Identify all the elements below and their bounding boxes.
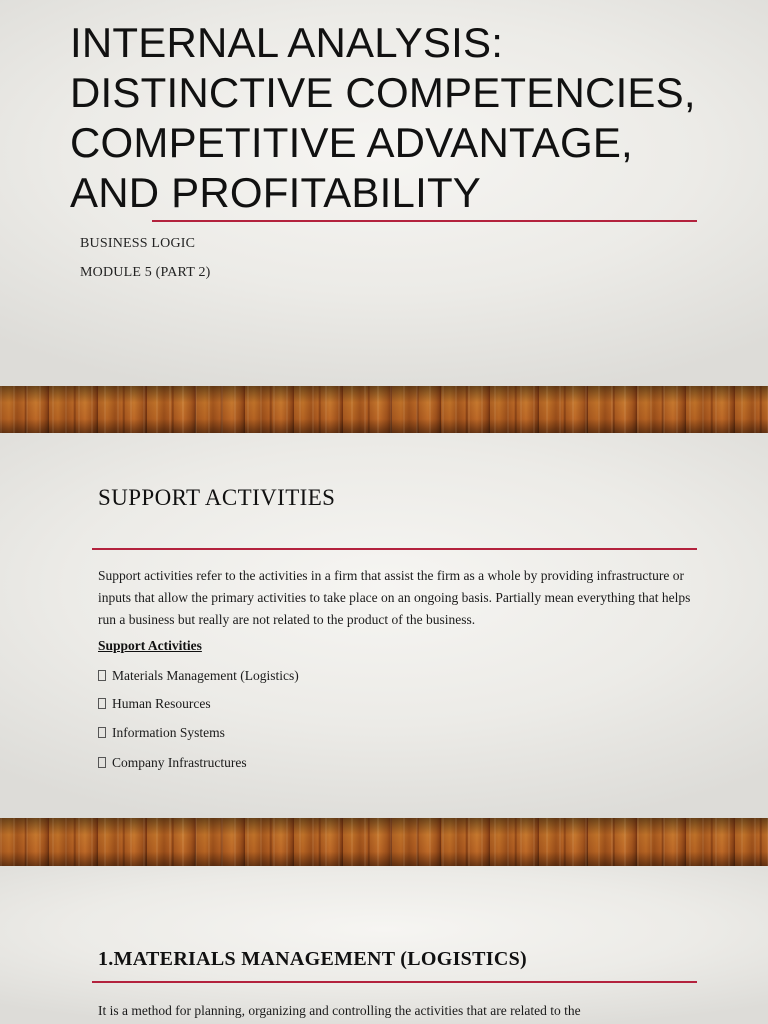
title-line: COMPETITIVE ADVANTAGE, <box>70 119 633 166</box>
heading-divider <box>92 548 697 550</box>
list-title: Support Activities <box>98 638 202 653</box>
list-item <box>98 725 225 741</box>
slide-title <box>0 0 768 386</box>
list-item-label: Human Resources <box>112 696 211 711</box>
list-item-label: Information Systems <box>112 725 225 740</box>
slide-paragraph: Support activities refer to the activities in a firm that assist the firm as a whole by providing infrastructure or inputs that allow the primary activities to take place on an ongoing basis. Partially mean everything that helps run a business but really are not related to the product of the business. <box>98 568 691 627</box>
slide-title-heading <box>70 18 760 218</box>
missing-glyph-icon <box>98 670 106 681</box>
list-item <box>98 696 211 712</box>
slide-materials-management <box>0 866 768 1024</box>
list-item-label: Company Infrastructures <box>112 755 247 770</box>
subtitle-course: BUSINESS LOGIC <box>80 236 196 251</box>
title-divider <box>152 220 697 222</box>
list-item <box>98 755 247 771</box>
slide-support-activities <box>0 433 768 818</box>
title-line: AND PROFITABILITY <box>70 169 482 216</box>
list-item <box>98 668 299 684</box>
slide-paragraph: It is a method for planning, organizing and controlling the activities that are related to the <box>98 1003 581 1018</box>
slide-heading: SUPPORT ACTIVITIES <box>98 485 336 510</box>
missing-glyph-icon <box>98 727 106 738</box>
missing-glyph-icon <box>98 698 106 709</box>
wood-floor-band <box>0 386 768 433</box>
title-line: INTERNAL ANALYSIS: <box>70 19 504 66</box>
list-item-label: Materials Management (Logistics) <box>112 668 299 683</box>
subtitle-module: MODULE 5 (PART 2) <box>80 265 211 280</box>
slide-heading: 1.MATERIALS MANAGEMENT (LOGISTICS) <box>98 948 527 970</box>
title-line: DISTINCTIVE COMPETENCIES, <box>70 69 696 116</box>
wood-floor-band <box>0 818 768 866</box>
heading-divider <box>92 981 697 983</box>
missing-glyph-icon <box>98 757 106 768</box>
